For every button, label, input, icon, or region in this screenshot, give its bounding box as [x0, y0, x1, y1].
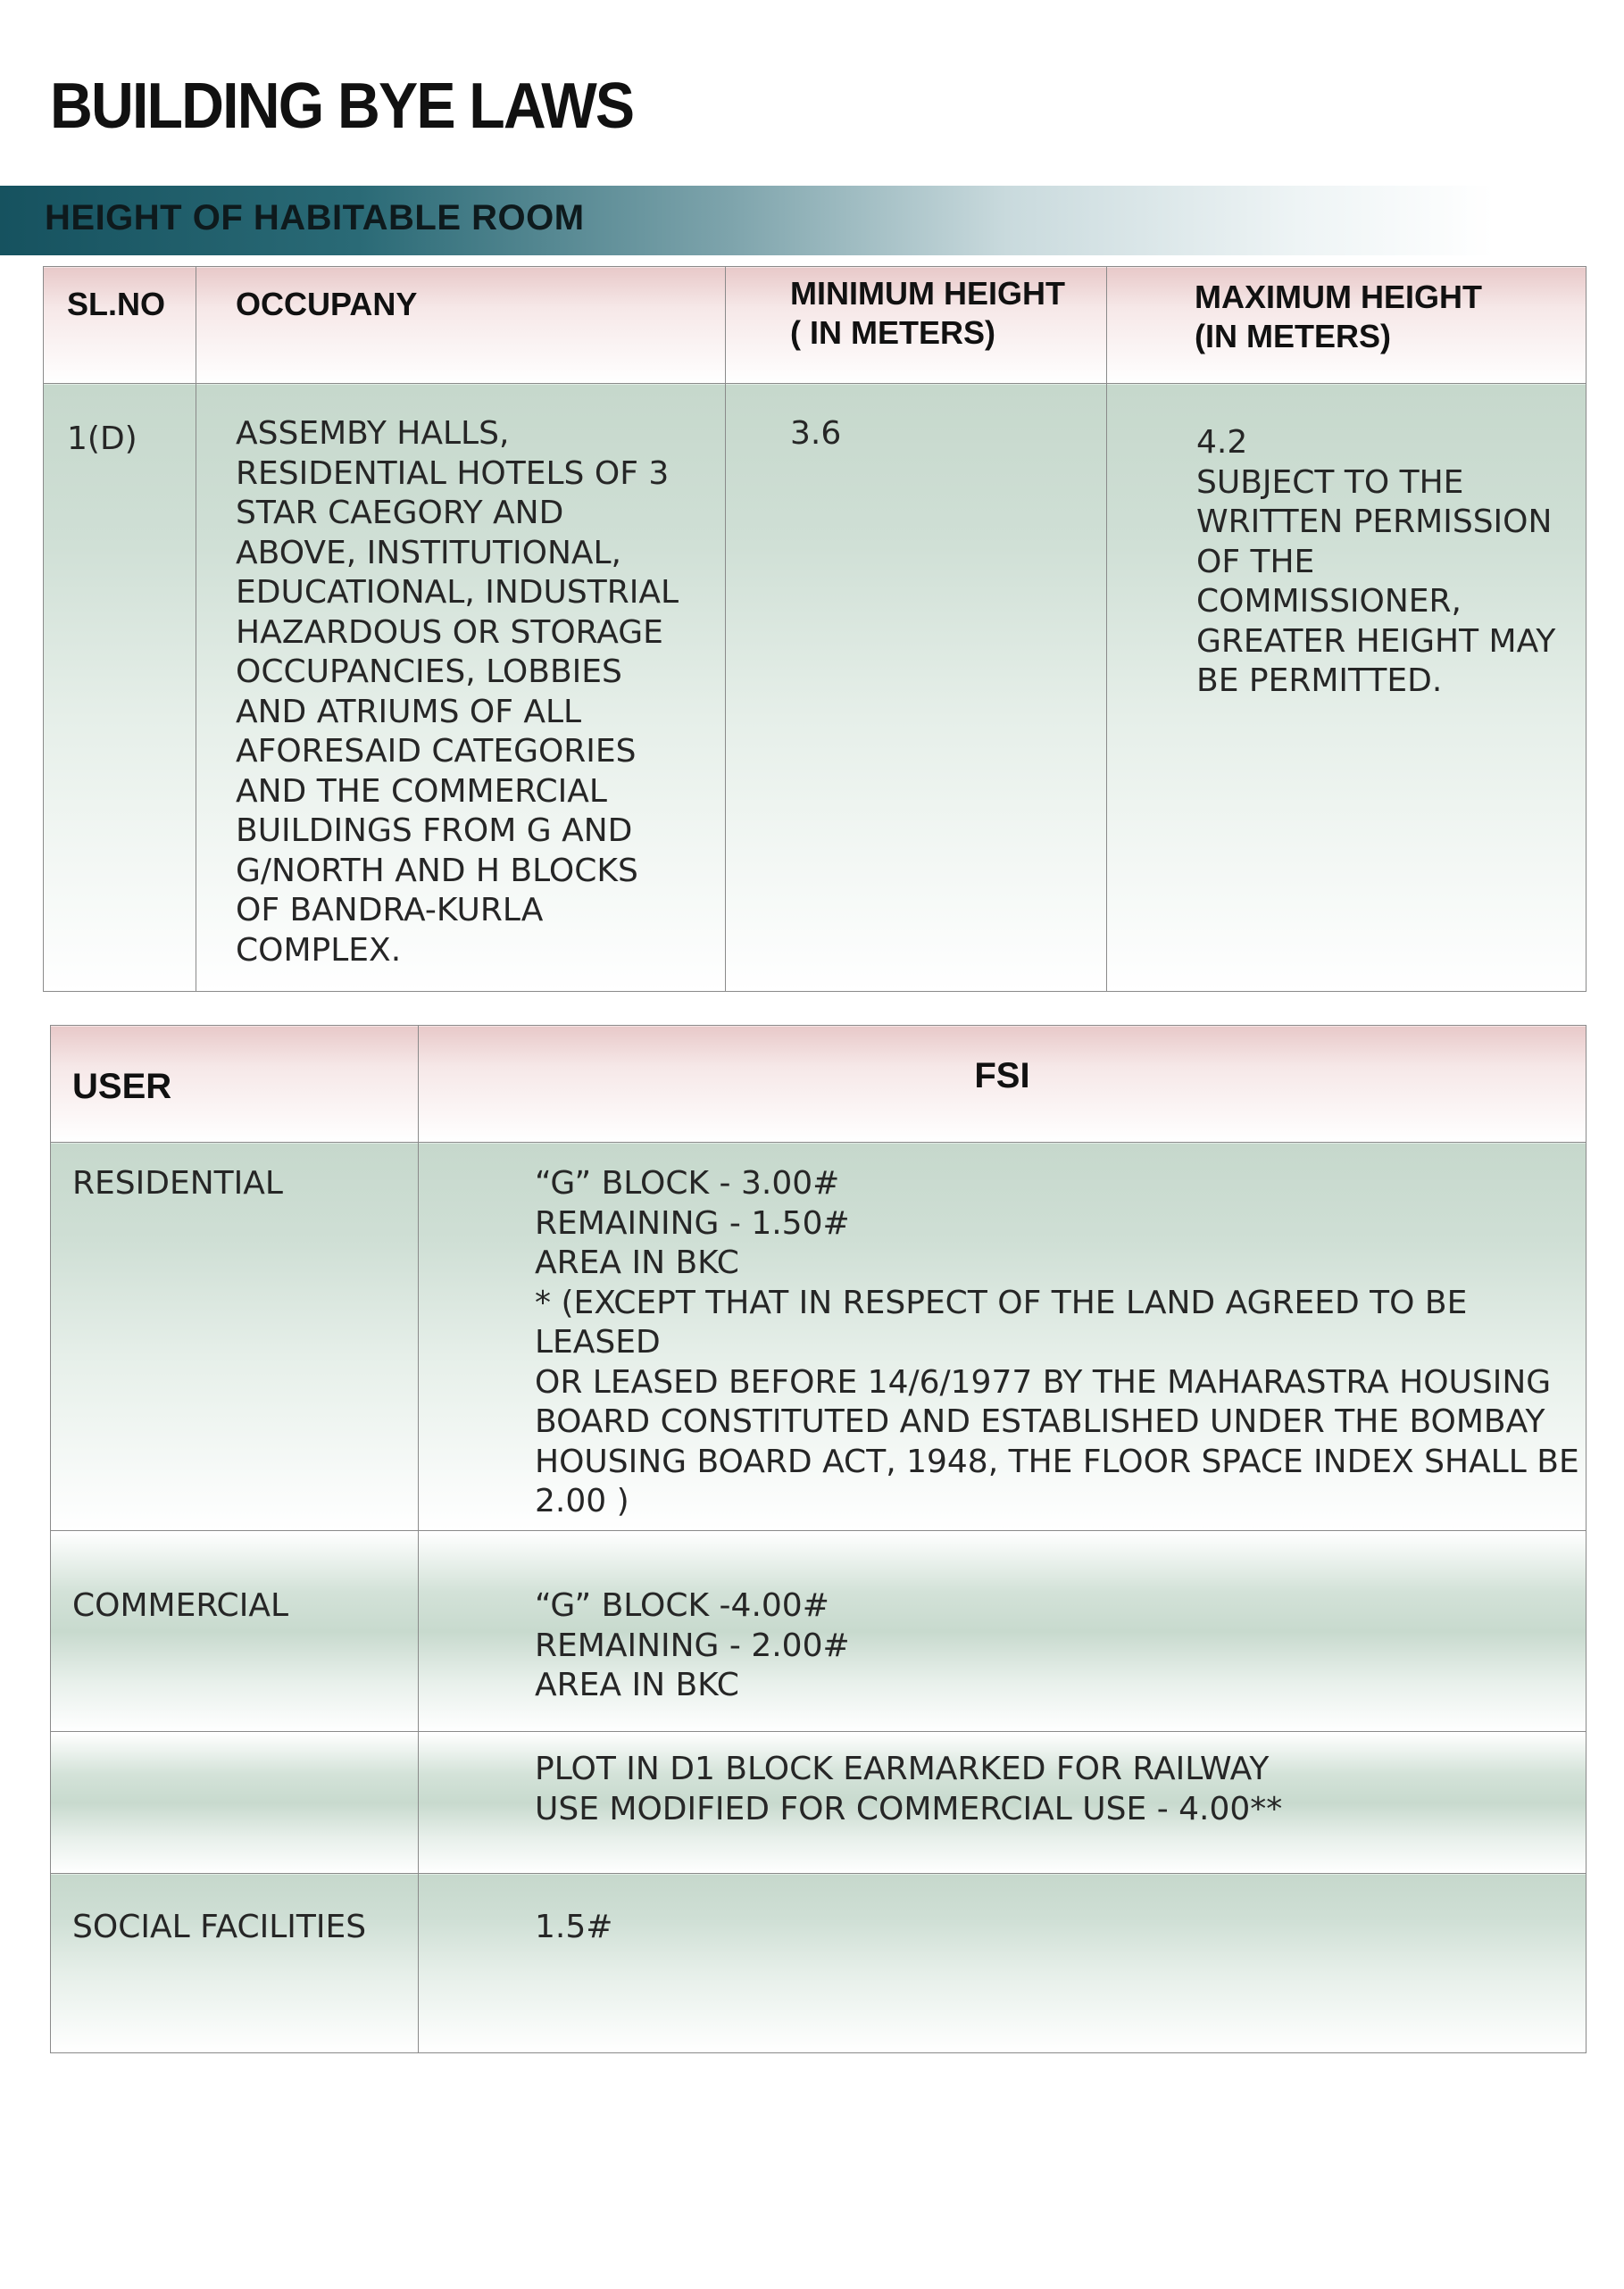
header-fsi-label: FSI	[974, 1056, 1030, 1095]
fsi-value: PLOT IN D1 BLOCK EARMARKED FOR RAILWAY USE MODIFIED FOR COMMERCIAL USE - 4.00**	[535, 1751, 1283, 1827]
occupancy-value: ASSEMBY HALLS, RESIDENTIAL HOTELS OF 3 STAR CAEGORY AND ABOVE, INSTITUTIONAL, EDUCATIONAL, INDUSTRIAL HAZARDOUS OR STORAGE OCCUPANCIES, LOBBIES AND ATRIUMS OF ALL AFORESAID CATEGORIES AND THE COMMERCIAL BUILDINGS FROM G AND G/NORTH AND H BLOCKS OF BANDRA-KURLA COMPLEX.	[236, 415, 679, 969]
table-row	[51, 1143, 1587, 1531]
cell-minimum-height	[726, 384, 1107, 992]
header-minimum-height	[726, 267, 1107, 384]
cell-sl-no	[44, 384, 196, 992]
user-value: RESIDENTIAL	[72, 1165, 283, 1202]
page-title: BUILDING BYE LAWS	[50, 71, 634, 142]
header-user-label: USER	[72, 1067, 172, 1106]
header-maximum-height	[1107, 267, 1587, 384]
minimum-height-value: 3.6	[790, 415, 842, 452]
height-table-header-row	[44, 267, 1587, 384]
height-table	[43, 266, 1587, 992]
cell-occupancy	[196, 384, 726, 992]
fsi-value: “G” BLOCK - 3.00# REMAINING - 1.50# AREA IN BKC * (EXCEPT THAT IN RESPECT OF THE LAND AGREED TO BE LEASED OR LEASED BEFORE 14/6/1977 BY THE MAHARASTRA HOUSING BOARD CONSTITUTED AND ESTABLISHED UNDER THE BOMBAY HOUSING BOARD ACT, 1948, THE FLOOR SPACE INDEX SHALL BE 2.00 )	[535, 1165, 1579, 1519]
table-row	[51, 1874, 1587, 2053]
header-minimum-height-label: MINIMUM HEIGHT ( IN METERS)	[790, 275, 1065, 351]
maximum-height-value: 4.2 SUBJECT TO THE WRITTEN PERMISSION OF THE COMMISSIONER, GREATER HEIGHT MAY BE PERMITTED.	[1196, 424, 1556, 699]
fsi-table	[50, 1025, 1587, 2053]
header-user	[51, 1026, 419, 1143]
cell-fsi	[419, 1874, 1587, 2053]
user-value	[51, 1732, 418, 1750]
fsi-value: “G” BLOCK -4.00# REMAINING - 2.00# AREA IN BKC	[535, 1587, 850, 1703]
header-occupancy-label: OCCUPANY	[236, 286, 418, 322]
cell-fsi	[419, 1531, 1587, 1732]
table-row	[51, 1531, 1587, 1732]
cell-user	[51, 1732, 419, 1874]
fsi-table-header-row	[51, 1026, 1587, 1143]
cell-maximum-height	[1107, 384, 1587, 992]
cell-user	[51, 1143, 419, 1531]
sl-no-value: 1(D)	[67, 420, 137, 457]
fsi-value: 1.5#	[535, 1909, 613, 1945]
header-sl-no-label: SL.NO	[67, 286, 166, 322]
cell-fsi	[419, 1732, 1587, 1874]
header-fsi	[419, 1026, 1587, 1143]
header-occupancy	[196, 267, 726, 384]
section-title: HEIGHT OF HABITABLE ROOM	[45, 198, 585, 237]
cell-user	[51, 1874, 419, 2053]
table-row	[44, 384, 1587, 992]
cell-user	[51, 1531, 419, 1732]
cell-fsi	[419, 1143, 1587, 1531]
header-maximum-height-label: MAXIMUM HEIGHT (IN METERS)	[1195, 279, 1482, 354]
table-row	[51, 1732, 1587, 1874]
user-value: SOCIAL FACILITIES	[72, 1909, 367, 1945]
user-value: COMMERCIAL	[72, 1587, 288, 1624]
header-sl-no	[44, 267, 196, 384]
